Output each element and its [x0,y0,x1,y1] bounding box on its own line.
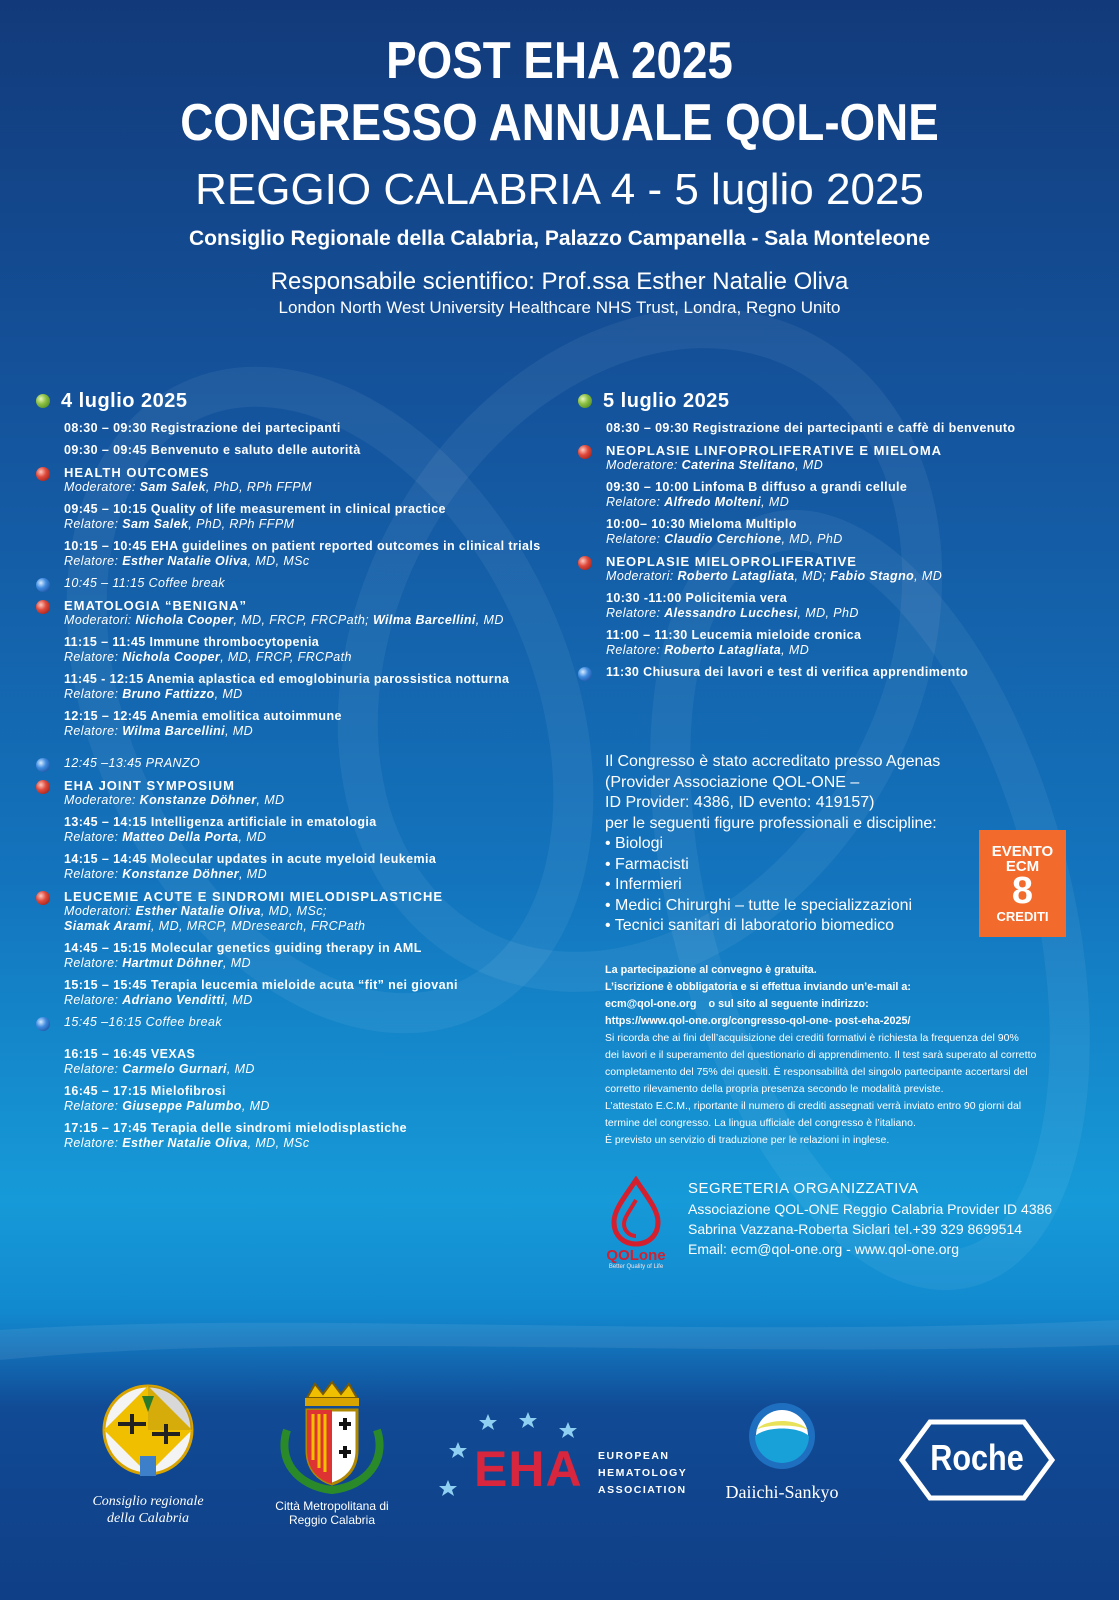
note-email-link[interactable]: ecm@qol-one.org o sul sito al seguente indirizzo: [605,998,869,1010]
partner-logos [0,1370,1119,1570]
speaker-credentials: , MD [224,993,253,1007]
speaker-role: Moderatore: [64,480,140,494]
secretariat-line: Associazione QOL-ONE Reggio Calabria Provider ID 4386 [688,1201,1053,1217]
program-line: 17:15 – 17:45 Terapia delle sindromi mielodisplastiche [64,1121,408,1135]
header [0,30,1119,318]
note-text: Si ricorda che ai fini dell’acquisizione dei crediti formativi è richiesta la frequenza del 90% [605,1032,1019,1044]
speaker-name: Sam Salek [139,480,206,494]
session-title: EMATOLOGIA “BENIGNA” [64,598,247,613]
program-line: 08:30 – 09:30 Registrazione dei partecipanti [64,421,341,435]
program-item [36,576,566,591]
program-item [36,672,566,702]
eha-caption: HEMATOLOGY [598,1467,688,1479]
speaker-credentials: , PhD, RPh FFPM [205,480,312,494]
program-item [578,480,1078,510]
speaker-credentials: , MD [256,793,285,807]
speaker-name: Konstanze Döhner [139,793,257,807]
program-item [578,665,1078,680]
registration-notes [605,962,1060,1149]
profession-item: • Biologi [605,834,985,855]
day1-program [36,388,566,1151]
program-line: 16:45 – 17:15 Mielofibrosi [64,1084,226,1098]
speaker-credentials: , MD [914,569,943,583]
program-item [36,421,566,436]
speaker-name: Esther Natalie Oliva [122,1136,248,1150]
qol-one-tagline: Better Quality of Life [608,1264,664,1270]
speaker-credentials: , MD, MSc [247,554,310,568]
speaker-credentials: , MD [475,613,504,627]
speaker-role: Moderatori: [64,613,136,627]
program-line: 09:45 – 10:15 Quality of life measurement in clinical practice [64,502,446,516]
affiliation: London North West University Healthcare NHS Trust, Londra, Regno Unito [278,298,841,317]
program-line: 15:15 – 15:45 Terapia leucemia mieloide acuta “fit” nei giovani [64,978,458,992]
speaker-line [64,904,566,934]
ecm-line1: EVENTO [991,843,1054,860]
day2-program [578,388,1078,680]
program-line: 09:30 – 10:00 Linfoma B diffuso a grandi cellule [606,480,908,494]
secretariat-heading: SEGRETERIA ORGANIZZATIVA [688,1180,919,1197]
speaker-line [64,993,566,1008]
program-item [36,756,566,771]
speaker-line [64,480,566,495]
program-item [578,421,1078,436]
profession-item: • Medici Chirurghi – tutte le specializzazioni [605,896,985,917]
scientific-responsible: Responsabile scientifico: Prof.ssa Esther Natalie Oliva [270,268,849,295]
qol-one-wordmark: QOLone [606,1247,666,1264]
speaker-name: Giuseppe Palumbo [122,1099,242,1113]
speaker-name: Claudio Cerchione [664,532,782,546]
calabria-emblem-icon [102,1382,194,1486]
speaker-credentials: , MD, PhD [781,532,843,546]
bullet-icon [36,600,50,614]
consiglio-regionale-logo [78,1382,218,1527]
professions-list [605,834,985,937]
speaker-credentials: , MD [226,1062,255,1076]
qol-one-logo [596,1176,676,1272]
speaker-credentials: , MD, MSc; [260,904,327,918]
speaker-line [64,1062,566,1077]
profession-item: • Infermieri [605,875,985,896]
daiichi-globe-icon [746,1400,818,1472]
ecm-badge [979,830,1066,937]
speaker-line [64,956,566,971]
program-line: 12:15 – 12:45 Anemia emolitica autoimmune [64,709,342,723]
speaker-name: Hartmut Döhner [122,956,223,970]
acc-line: (Provider Associazione QOL-ONE – [605,773,860,791]
program-line: 15:45 –16:15 Coffee break [64,1015,223,1029]
note-text: È previsto un servizio di traduzione per le relazioni in inglese. [605,1134,890,1146]
speaker-line [606,643,1078,658]
session-title: HEALTH OUTCOMES [64,465,210,480]
day1-items [36,421,566,1151]
program-item [36,539,566,569]
program-item [36,1047,566,1077]
bullet-icon [578,556,592,570]
profession-item: • Farmacisti [605,855,985,876]
session-title: NEOPLASIE MIELOPROLIFERATIVE [606,554,857,569]
note-text: completamento del 75% dei quesiti. È responsabilità del singolo partecipante accertarsi del [605,1066,1028,1078]
program-item [36,502,566,532]
bullet-icon [36,467,50,481]
bullet-icon [36,780,50,794]
speaker-role: Relatore: [606,532,665,546]
speaker-credentials: , MD; [794,569,831,583]
speaker-credentials: , MD [225,724,254,738]
speaker-name: Roberto Latagliata [664,643,782,657]
accreditation [605,752,985,937]
program-item [36,778,566,808]
speaker-line [64,867,566,882]
speaker-role: Relatore: [606,643,665,657]
program-item [578,443,1078,473]
speaker-name: Adriano Venditti [122,993,225,1007]
citta-metropolitana-logo [262,1380,402,1527]
session-title: LEUCEMIE ACUTE E SINDROMI MIELODISPLASTICHE [64,889,444,904]
program-item [36,1084,566,1114]
speaker-role: Moderatori: [606,569,678,583]
program-item [36,1015,566,1030]
speaker-role: Relatore: [64,1062,123,1076]
program-line: 11:30 Chiusura dei lavori e test di verifica apprendimento [606,665,969,679]
speaker-line [64,613,566,628]
eha-caption: EUROPEAN [598,1450,670,1462]
program-line: 16:15 – 16:45 VEXAS [64,1047,196,1061]
note-bold: L’iscrizione è obbligatoria e si effettua inviando un’e-mail a: [605,981,911,993]
roche-logo [898,1418,1056,1502]
speaker-line [64,1136,566,1151]
program-item [578,628,1078,658]
speaker-credentials: , MD [239,867,268,881]
daiichi-sankyo-logo [712,1400,852,1503]
speaker-line [64,517,566,532]
note-text: L’attestato E.C.M., riportante il numero di crediti assegnati verrà inviato entro 90 giorni dal [605,1100,1022,1112]
ecm-number: 8 [1011,870,1034,912]
consiglio-caption: Consiglio regionale [92,1494,204,1509]
speaker-role: Relatore: [64,993,123,1007]
place-date: REGGIO CALABRIA 4 - 5 luglio 2025 [195,165,924,214]
speaker-credentials: , MD, MSc [247,1136,310,1150]
speaker-credentials: , MD [222,956,251,970]
speaker-credentials: , MD [781,643,810,657]
acc-line: Il Congresso è stato accreditato presso Agenas [605,753,941,770]
speaker-line [606,606,1078,621]
speaker-role: Relatore: [64,650,123,664]
eha-logo [436,1408,696,1508]
program-line: 14:15 – 14:45 Molecular updates in acute myeloid leukemia [64,852,437,866]
speaker-line [64,724,566,739]
drop-icon [596,1176,676,1248]
speaker-credentials: , MD [795,458,824,472]
ecm-line2: ECM [1005,858,1040,875]
speaker-name: Esther Natalie Oliva [122,554,248,568]
speaker-role: Relatore: [64,1136,123,1150]
bullet-icon [578,394,592,408]
program-item [36,443,566,458]
speaker-credentials: , MD, MRCP, MDresearch, FRCPath [151,919,366,933]
speaker-name: Bruno Fattizzo [122,687,215,701]
bullet-icon [578,667,592,681]
speaker-name: Matteo Della Porta [122,830,239,844]
secretariat [688,1179,1052,1259]
speaker-name: Roberto Latagliata [677,569,795,583]
program-line: 11:45 - 12:15 Anemia aplastica ed emoglobinuria parossistica notturna [64,672,510,686]
speaker-role: Relatore: [64,554,123,568]
note-text: corretto rilevamento della propria presenza secondo le modalità previste. [605,1083,944,1095]
note-url-link[interactable]: https://www.qol-one.org/congresso-qol-one- post-eha-2025/ [605,1015,911,1027]
roche-wordmark: Roche [930,1437,1024,1478]
speaker-line [64,793,566,808]
day2-items [578,421,1078,680]
title-line-2: CONGRESSO ANNUALE QOL-ONE [180,94,939,152]
speaker-credentials: , PhD, RPh FFPM [188,517,295,531]
session-title: EHA JOINT SYMPOSIUM [64,778,235,793]
eha-wordmark: EHA [474,1441,583,1497]
day2-heading [578,388,1078,414]
speaker-role: Relatore: [64,517,123,531]
program-item [36,1121,566,1151]
program-item [36,709,566,739]
bullet-icon [36,394,50,408]
speaker-role: Relatore: [64,724,123,738]
acc-line: ID Provider: 4386, ID evento: 419157) [605,794,875,811]
speaker-role: Relatore: [64,830,123,844]
day1-date: 4 luglio 2025 [61,389,188,412]
program-line: 10:00– 10:30 Mieloma Multiplo [606,517,797,531]
speaker-role: Moderatore: [606,458,682,472]
bullet-icon [578,445,592,459]
speaker-role: Moderatore: [64,793,140,807]
program-line: 11:00 – 11:30 Leucemia mieloide cronica [606,628,862,642]
ecm-line3: CREDITI [996,909,1049,924]
speaker-name: Fabio Stagno [830,569,915,583]
speaker-role: Relatore: [606,495,665,509]
speaker-line [64,1099,566,1114]
speaker-line [64,650,566,665]
speaker-name: Sam Salek [122,517,189,531]
note-bold: La partecipazione al convegno è gratuita. [605,964,817,976]
speaker-credentials: , MD, PhD [797,606,859,620]
coat-of-arms-icon [277,1380,387,1494]
speaker-role: Relatore: [64,687,123,701]
note-text: termine del congresso. La lingua ufficiale del congresso è l’italiano. [605,1117,916,1129]
title-line-1: POST EHA 2025 [386,32,733,90]
venue: Consiglio Regionale della Calabria, Palazzo Campanella - Sala Monteleone [188,227,931,250]
speaker-name: Nichola Cooper [122,650,221,664]
speaker-name: Caterina Stelitano [681,458,796,472]
program-item [578,554,1078,584]
speaker-role: Moderatori: [64,904,136,918]
day2-date: 5 luglio 2025 [603,389,730,412]
speaker-role: Relatore: [64,867,123,881]
citta-caption: Reggio Calabria [288,1513,376,1527]
speaker-credentials: , MD [241,1099,270,1113]
speaker-name: Carmelo Gurnari [122,1062,227,1076]
speaker-name: Alessandro Lucchesi [664,606,798,620]
citta-caption: Città Metropolitana di [275,1499,389,1513]
speaker-line [64,554,566,569]
program-line: 10:30 -11:00 Policitemia vera [606,591,788,605]
speaker-line [64,687,566,702]
program-line: 12:45 –13:45 PRANZO [64,756,201,770]
day1-heading [36,388,566,414]
speaker-name: Wilma Barcellini [122,724,226,738]
speaker-line [606,569,1078,584]
program-line: 09:30 – 09:45 Benvenuto e saluto delle autorità [64,443,361,457]
program-line: 10:15 – 10:45 EHA guidelines on patient reported outcomes in clinical trials [64,539,541,553]
program-line: 14:45 – 15:15 Molecular genetics guiding therapy in AML [64,941,422,955]
speaker-credentials: , MD, FRCP, FRCPath [220,650,352,664]
speaker-credentials: , MD [761,495,790,509]
speaker-line [64,830,566,845]
program-item [578,591,1078,621]
speaker-line [606,458,1078,473]
program-item [578,517,1078,547]
program-item [36,635,566,665]
bullet-icon [36,1017,50,1031]
bullet-icon [36,758,50,772]
speaker-name: Esther Natalie Oliva [135,904,261,918]
bullet-icon [36,891,50,905]
speaker-name: Alfredo Molteni [664,495,762,509]
speaker-credentials: , MD [214,687,243,701]
profession-item: • Tecnici sanitari di laboratorio biomedico [605,916,985,937]
speaker-line [606,495,1078,510]
secretariat-email[interactable]: Email: ecm@qol-one.org - www.qol-one.org [688,1241,959,1257]
speaker-role: Relatore: [64,1099,123,1113]
program-item [36,815,566,845]
speaker-line [606,532,1078,547]
speaker-name: Wilma Barcellini [372,613,476,627]
speaker-name: Siamak Arami [64,919,152,933]
speaker-role: Relatore: [64,956,123,970]
speaker-name: Konstanze Döhner [122,867,240,881]
program-item [36,889,566,934]
program-item [36,465,566,495]
speaker-name: Nichola Cooper [135,613,234,627]
acc-line: per le seguenti figure professionali e discipline: [605,814,937,832]
bullet-icon [36,578,50,592]
eha-caption: ASSOCIATION [598,1484,687,1496]
program-line: 08:30 – 09:30 Registrazione dei partecipanti e caffè di benvenuto [606,421,1016,435]
program-line: 10:45 – 11:15 Coffee break [64,576,225,590]
speaker-role: Relatore: [606,606,665,620]
note-text: dei lavori e il superamento del questionario di apprendimento. Il test sarà superato al corretto [605,1049,1037,1061]
session-title: NEOPLASIE LINFOPROLIFERATIVE E MIELOMA [606,443,943,458]
speaker-credentials: , MD, FRCP, FRCPath; [233,613,373,627]
secretariat-phone: Sabrina Vazzana-Roberta Siclari tel.+39 329 8699514 [688,1221,1023,1237]
program-item [36,852,566,882]
speaker-credentials: , MD [238,830,267,844]
program-line: 11:15 – 11:45 Immune thrombocytopenia [64,635,320,649]
program-item [36,941,566,971]
program-item [36,598,566,628]
program-line: 13:45 – 14:15 Intelligenza artificiale in ematologia [64,815,377,829]
program-item [36,978,566,1008]
daiichi-caption: Daiichi-Sankyo [725,1482,839,1502]
consiglio-caption: della Calabria [106,1511,190,1526]
